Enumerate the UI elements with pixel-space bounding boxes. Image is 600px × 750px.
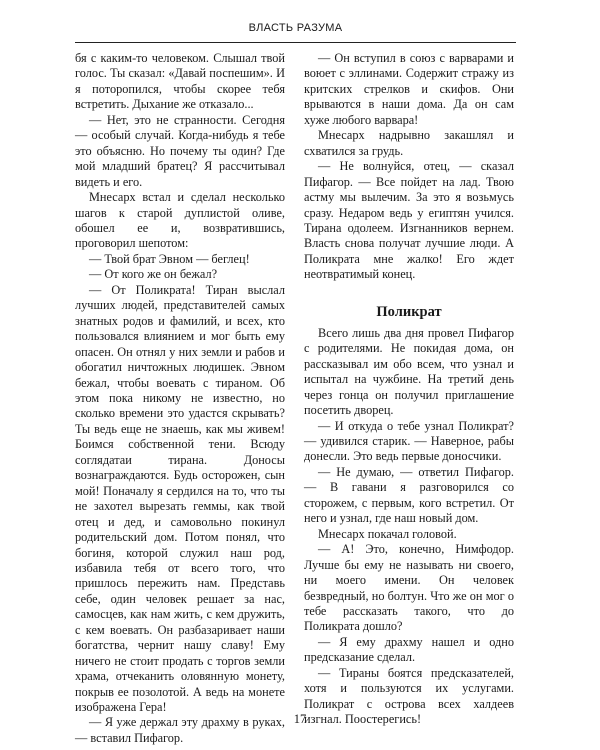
paragraph: — Я уже держал эту драхму в руках, — вставил Пифагор. (75, 715, 285, 745)
paragraph: — Не волнуйся, отец, — сказал Пифагор. — Все пойдет на лад. Твою астму мы вылечим. За это я возьмусь сразу. Недаром ведь у египтян учился. Тирана одолеем. Изгнанников вернем. Власть снова получат лучшие люди. А Поликрата мне жалко! Его ждет неотвратимый конец. (304, 159, 514, 282)
paragraph: — Твой брат Эвном — беглец! (89, 251, 250, 266)
header-rule (75, 42, 516, 43)
paragraph: — Он вступил в союз с варварами и воюет с эллинами. Содержит стражу из критских стрелков и скифов. Они врываются в наши дома. Да он сам хуже любого варвара! (304, 51, 514, 127)
paragraph: Всего лишь два дня провел Пифагор с родителями. Не покидая дома, он рассказывал им обо всем, что узнал и испытал на чужбине. На третий день через гонца он получил приглашение посетить дворец. (304, 325, 514, 418)
left-column (75, 51, 285, 746)
paragraph: — Нет, это не странности. Сегодня — особый случай. Когда-нибудь я тебе это объясню. Но почему ты один? Где мой младший братец? Я рассчитывал видеть и его. (75, 112, 285, 189)
running-header: ВЛАСТЬ РАЗУМА (248, 22, 343, 34)
section-title: Поликрат (376, 303, 442, 320)
paragraph: Мнесарх встал и сделал несколько шагов к старой дуплистой оливе, обошел ее и, возвратившись, проговорил шепотом: (75, 190, 285, 251)
paragraph: Мнесарх надрывно закашлял и схватился за грудь. (304, 128, 514, 158)
paragraph: — А! Это, конечно, Нимфодор. Лучше бы ему не называть ни своего, ни моего имени. Он человек безвредный, но болтун. Что же он мог о тебе рассказать такого, что до Поликрата дошло? (304, 542, 514, 634)
paragraph: — Тираны боятся предсказателей, хотя и пользуются их услугами. Поликрат с острова всех халдеев изгнал. Поостерегись! (304, 665, 514, 727)
paragraph: — И откуда о тебе узнал Поликрат? — удивился старик. — Наверное, рабы донесли. Это ведь первые доносчики. (304, 418, 514, 464)
paragraph: бя с каким-то человеком. Слышал твой голос. Ты сказал: «Давай поспешим». И я поторопился, чтобы скорее тебя встретить. Дыхание же отказало... (75, 51, 285, 112)
paragraph: Мнесарх покачал головой. (318, 526, 457, 541)
paragraph: — Не думаю, — ответил Пифагор. — В гавани я разговорился со сторожем, с первым, кого встретил. От него и узнал, где наш новый дом. (304, 464, 514, 526)
page-number: 17 (293, 712, 307, 726)
paragraph: — От Поликрата! Тиран выслал лучших людей, представителей самых знатных родов и фамилий, и всех, кто пользовался влиянием и мог быть ему опасен. Он отнял у них земли и рабов и обогатил ничтожных людишек. Эвном бежал, чтобы воевать с тираном. Об этом пока никому не известно, но сколько времени это удастся скрывать? Ты ведь еще не знаешь, как мы живем! Боимся собственной тени. Всюду соглядатаи тирана. Доносы вознаграждаются. Будь осторожен, сын мой! Поначалу я сердился на то, что ты не захотел вырезать геммы, как твой отец и дед, и самовольно покинул родительский дом. Потом понял, что богиня, которой служил наш род, избавила тебя от всего того, что пришлось пережить нам. Представь себе, один человек решает за нас, самосцев, как нам жить, с кем дружить, с кем воевать. Он разбазаривает наши богатства, чернит нашу славу! Ему ничего не стоит продать с торгов земли храма, отчеканить оловянную монету, покрыв ее позолотой. А ведь на монете изображена Гера! (75, 282, 285, 715)
paragraph: — Я ему драхму нашел и одно предсказание сделал. (304, 634, 514, 665)
paragraph: — От кого же он бежал? (89, 267, 218, 282)
right-column (304, 51, 514, 728)
